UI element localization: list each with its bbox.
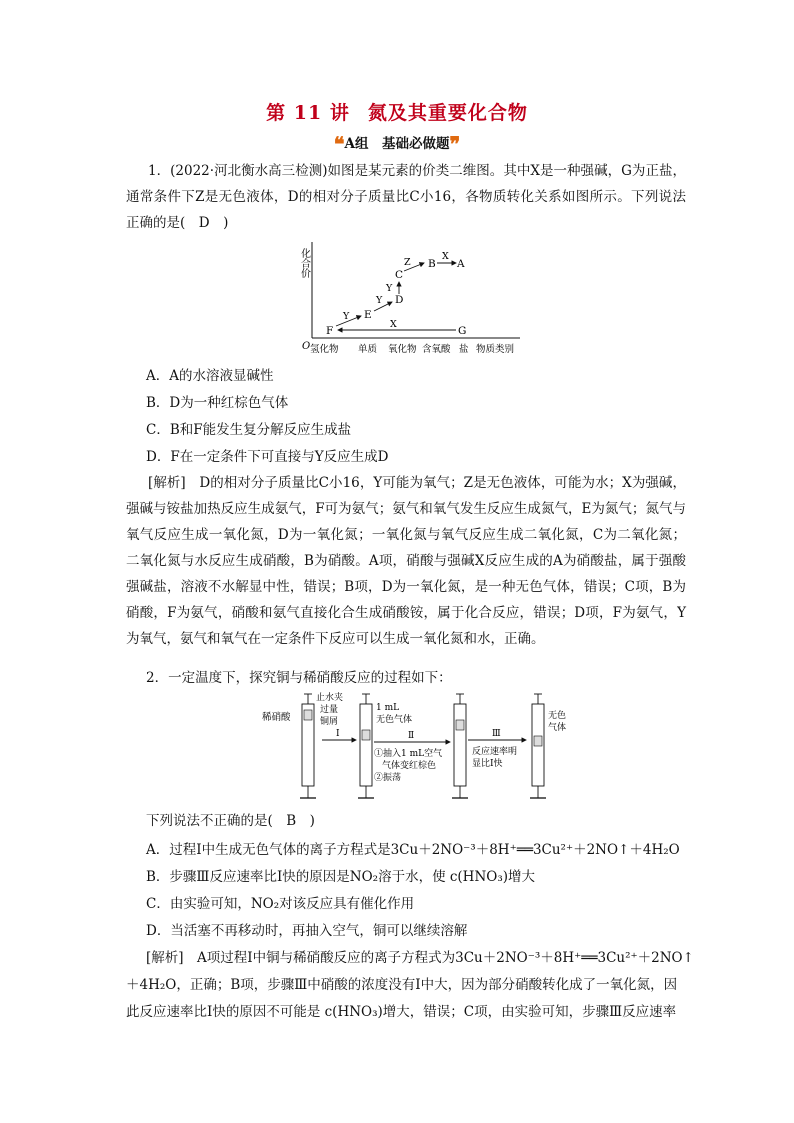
label-colorless-gas: 无色气体: [376, 715, 413, 725]
step-3-label: Ⅲ: [492, 729, 501, 739]
step-2-label: Ⅱ: [408, 731, 415, 741]
copper-nitric-acid-figure: [260, 690, 570, 806]
question-2-stem: 2．一定温度下，探究铜与稀硝酸反应的过程如下：: [146, 670, 452, 686]
tick-element: 单质: [358, 344, 378, 355]
node-e: E: [364, 309, 372, 321]
q2-option-b: B．步骤Ⅲ反应速率比Ⅰ快的原因是NO₂溶于水，使 c(HNO₃)增大: [146, 869, 536, 885]
q1-option-c: C．B和F能发生复分解反应生成盐: [146, 422, 352, 438]
y-axis-label: 化合价: [298, 248, 310, 278]
label-clamp: 止水夹: [316, 693, 344, 703]
q2-analysis-line-3: 此反应速率比Ⅰ快的原因不可能是 c(HNO₃)增大，错误；C项，由实验可知，步骤Ⅲ反应速率: [126, 1004, 677, 1020]
syringe-4: [530, 694, 546, 798]
syringe-2: [358, 694, 374, 798]
label-inject-air: ①抽入1 mL空气: [374, 749, 443, 759]
q2-analysis-line-2: ＋4H₂O，正确；B项，步骤Ⅲ中硝酸的浓度没有Ⅰ中大，因为部分硝酸转化成了一氧化氮，因: [126, 977, 678, 993]
node-f: F: [326, 325, 334, 337]
group-label: A组 基础必做题: [344, 136, 450, 152]
label-1ml: 1 mL: [376, 703, 400, 713]
edge-b-a-label: X: [442, 251, 449, 262]
label-rate-faster-1: 反应速率明: [472, 747, 518, 757]
edge-d-c-label: Y: [386, 283, 393, 294]
q2-option-d: D．当活塞不再移动时，再抽入空气，铜可以继续溶解: [146, 923, 468, 939]
node-b: B: [428, 258, 436, 270]
label-gas: 气体: [548, 723, 567, 733]
question-2-ask: 下列说法不正确的是( B ): [146, 813, 315, 829]
node-d: D: [395, 294, 404, 306]
lecture-topic: 氮及其重要化合物: [367, 102, 528, 124]
edge-g-f-label: X: [390, 319, 397, 330]
group-heading: [0, 132, 794, 156]
tick-salt: 盐: [459, 344, 469, 355]
label-rate-faster-2: 显比Ⅰ快: [472, 759, 503, 769]
question-1-stem: 1．(2022·河北衡水高三检测)如图是某元素的价类二维图。其中X是一种强碱，G为正盐，通常条件下Z是无色液体，D的相对分子质量比C小16，各物质转化关系如图所示。下列说法正确的是( D ): [126, 163, 686, 231]
lecture-number: 第 11 讲: [266, 102, 350, 124]
page-title: [0, 98, 794, 125]
edge-f-e-label: Y: [343, 311, 350, 322]
q1-option-d: D．F在一定条件下可直接与Y反应生成D: [146, 449, 389, 465]
tick-oxide: 氧化物: [388, 344, 417, 355]
q1-option-a: A．A的水溶液显碱性: [146, 368, 274, 384]
q2-option-a: A．过程Ⅰ中生成无色气体的离子方程式是3Cu＋2NO⁻³＋8H⁺══3Cu²⁺＋2NO↑＋4H₂O: [146, 842, 680, 858]
step-1-label: Ⅰ: [336, 729, 340, 739]
tick-oxyacid: 含氧酸: [422, 344, 451, 355]
q1-option-b: B．D为一种红棕色气体: [146, 395, 289, 411]
syringe-1: [300, 694, 316, 798]
label-dilute-nitric: 稀硝酸: [262, 712, 291, 723]
tick-hydride: 氢化物: [310, 344, 339, 355]
node-a: A: [457, 258, 465, 270]
q2-analysis-line-1: [解析] A项过程Ⅰ中铜与稀硝酸反应的离子方程式为3Cu＋2NO⁻³＋8H⁺══3Cu²⁺＋2NO↑: [146, 950, 694, 966]
q2-option-c: C．由实验可知，NO₂对该反应具有催化作用: [146, 896, 415, 912]
origin-label: O: [302, 341, 311, 352]
label-shake: ②振荡: [374, 773, 402, 783]
syringe-3: [452, 694, 468, 798]
tick-category: 物质类别: [476, 344, 515, 355]
open-quote-icon: ❝: [333, 132, 345, 156]
q1-analysis: [解析] D的相对分子质量比C小16，Y可能为氧气；Z是无色液体，可能为水；X为强碱，强碱与铵盐加热反应生成氨气，F可为氨气；氨气和氧气发生反应生成氮气，E为氮气；氮气与氧气反应生成一氧化氮，D为一氧化氮；一氧化氮与氧气反应生成二氧化氮，C为二氧化氮；二氧化氮与水反应生成硝酸，B为硝酸。A项，硝酸与强碱X反应生成的A为硝酸盐，属于强酸强碱盐，溶液不水解显中性，错误；B项，D为一氧化氮，是一种无色气体，错误；C项，B为硝酸，F为氨气，硝酸和氨气直接化合生成硝酸铵，属于化合反应，错误；D项，F为氨气，Y为氧气，氨气和氧气在一定条件下反应可以生成一氧化氮和水，正确。: [126, 475, 686, 647]
label-colorless: 无色: [548, 711, 567, 721]
node-g: G: [458, 325, 467, 337]
node-c: C: [395, 269, 404, 281]
label-copper: 铜屑: [320, 717, 339, 727]
edge-c-b-label: Z: [404, 257, 411, 268]
valence-class-chart: [280, 238, 540, 360]
close-quote-icon: ❞: [449, 132, 461, 156]
edge-e-d-label: Y: [376, 295, 383, 306]
label-gas-brown: 气体变红棕色: [382, 761, 437, 771]
label-excess: 过量: [320, 705, 339, 715]
